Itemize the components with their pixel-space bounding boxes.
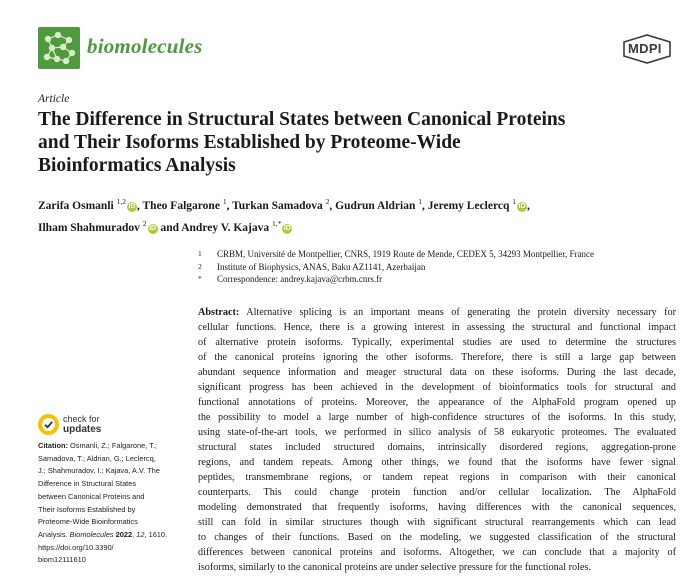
correspondence	[198, 273, 668, 286]
citation-year: 2022	[115, 529, 133, 539]
publisher-name: MDPI	[628, 41, 662, 56]
citation-line: between Canonical Proteins and	[38, 491, 145, 501]
check-for-updates-button[interactable]	[38, 413, 128, 437]
molecule-icon	[38, 27, 80, 69]
title-line: The Difference in Structural States between Canonical Proteins	[38, 109, 566, 130]
author-name: Gudrun Aldrian	[335, 199, 416, 212]
author-name: Turkan Samadova	[232, 199, 323, 212]
abstract-line: regions, and tandem repeats. Among other things, we found that the isoforms have fewer signal	[198, 457, 676, 468]
doi-link[interactable]: https://doi.org/10.3390/	[38, 542, 114, 552]
abstract-line: peptides, transmembrane regions, or tandem repeat regions in comparison with their canonical	[198, 472, 676, 483]
author-affil-mark: 2	[325, 197, 330, 206]
abstract-label: Abstract:	[198, 307, 240, 318]
abstract-line: counterparts. This could change protein function and/or cellular localization. The AlphaFold	[198, 487, 676, 498]
abstract-line: the possibility to model a large number of high-confidence structures of the isoforms. In this study,	[198, 412, 676, 423]
abstract-line: to changes of their functions. Based on the modeling, we suggested classification of the structural	[198, 532, 676, 543]
citation-line: J.; Shahmuradov, I.; Kajava, A.V. The	[38, 466, 160, 476]
abstract-line	[198, 305, 676, 320]
citation	[38, 440, 188, 567]
abstract	[198, 305, 676, 575]
article-type: Article	[38, 93, 70, 105]
title-line: Bioinformatics Analysis	[38, 155, 236, 176]
abstract-line: modeling demonstrated that frequently isoforms, having differences with the canonical sequences,	[198, 502, 676, 513]
author-affil-mark: 1,*	[271, 218, 282, 228]
affiliation-mark: *	[198, 274, 202, 283]
citation-article-number: 1610.	[148, 529, 168, 539]
checkmark-icon	[38, 414, 59, 435]
citation-line: Proteome-Wide Bioinformatics	[38, 517, 138, 527]
check-updates-line2: updates	[63, 424, 102, 435]
check-updates-line1: check for	[63, 414, 100, 424]
citation-text: Osmanli, Z.; Falgarone, T.;	[70, 441, 157, 450]
affiliation-text: Institute of Biophysics, ANAS, Baku AZ1141, Azerbaijan	[217, 261, 426, 272]
abstract-line: isoforms, similarly to the canonical proteins are under selective pressure for the functional roles.	[198, 562, 591, 573]
author-separator: ,	[136, 199, 143, 212]
orcid-icon[interactable]: iD	[149, 224, 157, 232]
citation-label: Citation:	[38, 441, 68, 450]
orcid-icon[interactable]: iD	[518, 202, 526, 210]
abstract-line: of alternative protein isoforms. Typically, experimental studies are used to determine the structures	[198, 337, 676, 348]
abstract-line: functional annotations of proteins. Moreover, the appearance of the AlphaFold program opened up	[198, 397, 676, 408]
citation-line: Difference in Structural States	[38, 479, 137, 489]
journal-name: biomolecules	[87, 34, 203, 58]
author-line	[38, 215, 678, 237]
page-title	[38, 108, 678, 177]
orcid-icon[interactable]: iD	[283, 224, 291, 232]
citation-journal: Biomolecules	[69, 529, 114, 539]
citation-line: Their Isoforms Established by	[38, 504, 136, 514]
citation-line: Analysis. Biomolecules 2022, 12, 1610.	[38, 529, 168, 539]
affiliation-mark: 1	[198, 249, 202, 258]
author-name: Jeremy Leclercq	[427, 199, 510, 212]
affiliation	[198, 248, 668, 261]
correspondence-text[interactable]: Correspondence: andrey.kajava@crbm.cnrs.fr	[217, 274, 383, 284]
abstract-line: structural states included structured domains, intrinsically disordered regions, aggregation-prone	[198, 442, 676, 453]
author-separator: ,	[226, 199, 233, 212]
doi-link-cont[interactable]: biom12111610	[38, 555, 86, 565]
abstract-line: using state-of-the-art tools, we performed in silico analysis of 58 eukaryotic proteomes. The evaluated	[198, 427, 676, 438]
affiliation-mark: 2	[198, 261, 202, 271]
author-separator: ,	[329, 199, 336, 212]
citation-line	[38, 440, 188, 453]
citation-volume: 12	[136, 529, 145, 539]
abstract-text: Alternative splicing is an important means of generating the protein diversity necessary for	[246, 307, 676, 318]
check-updates-label	[63, 414, 101, 435]
author-affil-mark: 1	[418, 197, 422, 206]
author-separator: ,	[527, 199, 530, 212]
abstract-line: still can fold in similar structures though with significant structural rearrangements which can lead	[198, 517, 676, 528]
affiliation	[198, 261, 668, 274]
citation-text: Analysis.	[38, 529, 68, 539]
author-name: Ilham Shahmuradov	[38, 221, 140, 234]
orcid-icon[interactable]: iD	[128, 202, 136, 210]
author-affil-mark: 1	[512, 197, 516, 206]
abstract-line: differences between canonical proteins and isoforms. Altogether, we can conclude that a majority of	[198, 547, 676, 558]
affiliation-text: CRBM, Université de Montpellier, CNRS, 1919 Route de Mende, CEDEX 5, 34293 Montpellier, France	[217, 249, 594, 259]
abstract-line: of the canonical proteins ignoring the other isoforms. Therefore, there is still a large gap between	[198, 352, 676, 363]
citation-line: Samadova, T.; Aldrian, G.; Leclercq,	[38, 453, 156, 463]
author-list	[38, 193, 678, 237]
author-affil-mark: 1	[222, 197, 227, 206]
author-line	[38, 193, 678, 215]
abstract-line: abundant sequence information and meager structural data on these isoforms. During the last decade,	[198, 367, 676, 378]
check-updates-icon	[38, 414, 59, 435]
title-line: and Their Isoforms Established by Proteome-Wide	[38, 132, 461, 153]
author-separator: and	[157, 221, 182, 234]
abstract-line: significant progress has been achieved in the development of bioinformatics tools for structural and	[198, 382, 676, 393]
author-affil-mark: 1,2	[116, 197, 126, 206]
author-name: Zarifa Osmanli	[38, 199, 114, 212]
abstract-line: cellular functions. Hence, there is a growing interest in assessing the structural and functional impact	[198, 322, 676, 333]
affiliations	[198, 248, 668, 286]
journal-logo	[38, 27, 80, 69]
author-separator: ,	[421, 199, 428, 212]
author-name: Theo Falgarone	[142, 199, 220, 212]
author-name: Andrey V. Kajava	[181, 221, 270, 234]
author-affil-mark: 2	[142, 218, 147, 228]
